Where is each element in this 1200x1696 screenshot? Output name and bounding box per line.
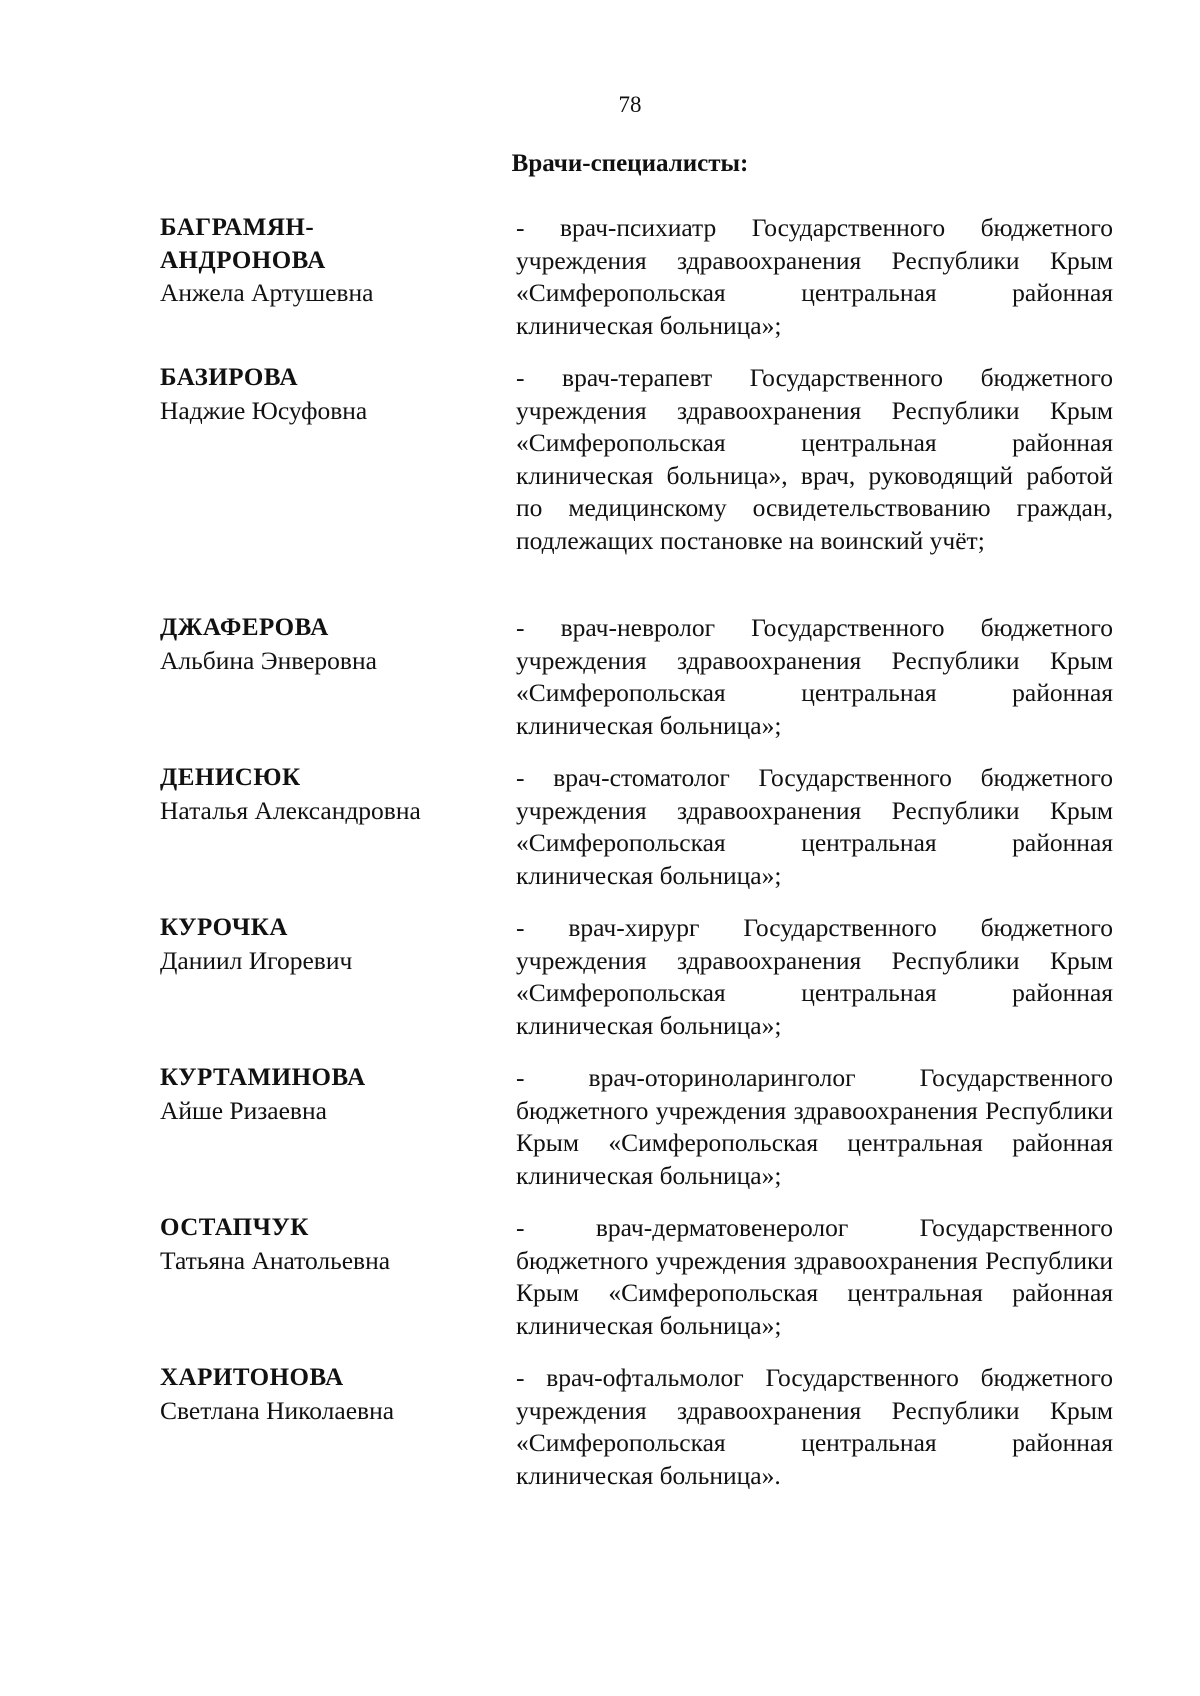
specialist-given-names: Даниил Игоревич [160,945,353,975]
specialist-given-names: Наталья Александровна [160,795,421,825]
specialist-position: - врач-хирург Государственного бюджетного учреждения здравоохранения Республики Крым «Симферопольская центральная районная клиническая больница»; [516,913,1113,1040]
specialist-position: - врач-стоматолог Государственного бюджетного учреждения здравоохранения Республики Крым «Симферопольская центральная районная клиническая больница»; [516,763,1113,890]
section-title: Врачи-специалисты: [511,150,749,177]
specialist-name-block [160,1362,490,1427]
specialist-name-block [160,612,490,677]
page-number: 78 [618,92,642,117]
specialist-surname: БАЗИРОВА [160,364,298,391]
specialist-position: - врач-офтальмолог Государственного бюджетного учреждения здравоохранения Республики Крым «Симферопольская центральная районная клиническая больница». [516,1363,1113,1490]
specialist-given-names: Татьяна Анатольевна [160,1245,391,1275]
specialist-position: - врач-дерматовенеролог Государственного бюджетного учреждения здравоохранения Республики Крым «Симферопольская центральная районная клиническая больница»; [516,1213,1113,1340]
specialist-surname: ДЕНИСЮК [160,764,301,791]
specialist-position: - врач-психиатр Государственного бюджетного учреждения здравоохранения Республики Крым «Симферопольская центральная районная клиническая больница»; [516,213,1113,340]
specialist-name-block [160,212,490,310]
specialist-name-block [160,912,490,977]
specialist-surname-line-1: БАГРАМЯН- [160,214,315,241]
specialist-position: - врач-невролог Государственного бюджетного учреждения здравоохранения Республики Крым «Симферопольская центральная районная клиническая больница»; [516,613,1113,740]
specialist-given-names: Наджие Юсуфовна [160,395,368,425]
specialist-name-block [160,762,490,827]
specialist-surname: КУРТАМИНОВА [160,1064,366,1091]
specialist-surname: ДЖАФЕРОВА [160,614,329,641]
specialist-surname-line-2: АНДРОНОВА [160,246,326,274]
specialist-surname: ОСТАПЧУК [160,1214,309,1241]
specialist-position: - врач-оториноларинголог Государственного бюджетного учреждения здравоохранения Республики Крым «Симферопольская центральная районная клиническая больница»; [516,1063,1113,1190]
specialist-given-names: Анжела Артушевна [160,278,374,307]
specialist-name-block [160,1212,490,1277]
specialist-given-names: Айше Ризаевна [160,1095,327,1125]
specialist-given-names: Альбина Энверовна [160,645,377,675]
specialist-position: - врач-терапевт Государственного бюджетного учреждения здравоохранения Республики Крым «Симферопольская центральная районная клиническая больница», врач, руководящий работой по медицинскому освидетельствованию граждан, подлежащих постановке на воинский учёт; [516,363,1113,555]
specialist-given-names: Светлана Николаевна [160,1395,395,1425]
specialist-name-block [160,1062,490,1127]
specialist-surname: КУРОЧКА [160,914,288,941]
specialist-surname: ХАРИТОНОВА [160,1364,344,1391]
specialist-name-block [160,362,490,427]
